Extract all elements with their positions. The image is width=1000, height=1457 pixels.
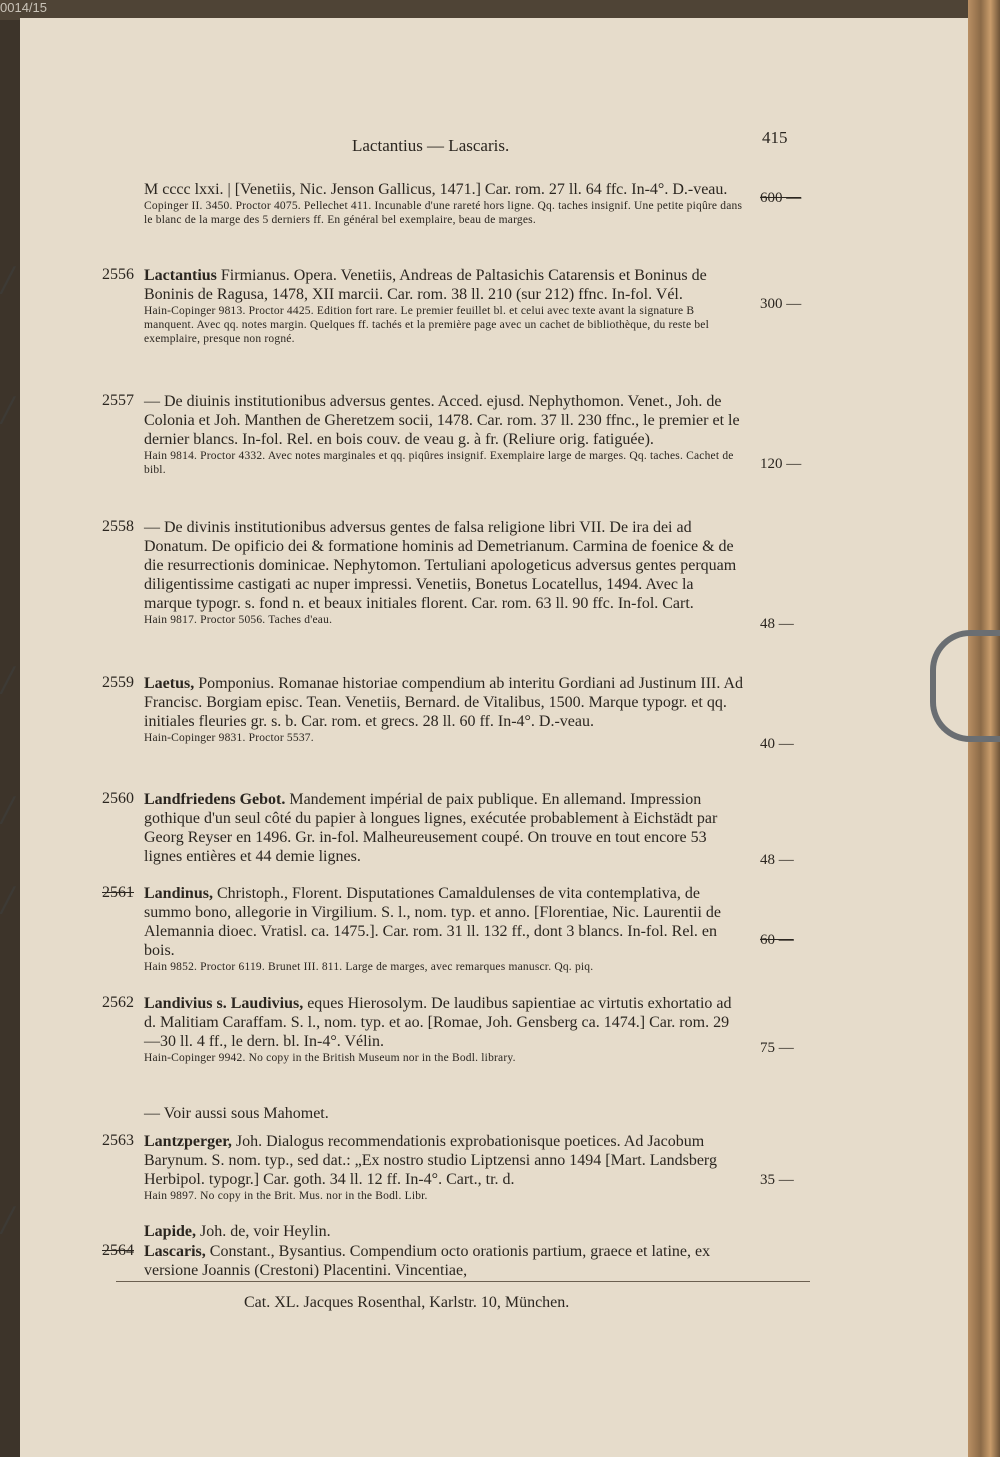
entry-price: 120 — <box>760 456 802 472</box>
entry-heading: Laetus, <box>144 675 195 692</box>
pencil-mark-icon: / <box>2 390 14 430</box>
page-number: 415 <box>762 128 788 147</box>
entry-heading: Landinus, <box>144 885 213 902</box>
catalog-entry <box>102 674 744 745</box>
entry-note: Hain-Copinger 9942. No copy in the British Museum nor in the Bodl. library. <box>144 1052 516 1064</box>
pencil-mark-icon: / <box>2 660 14 700</box>
entry-price: 60 — <box>760 932 794 948</box>
entry-text: — Voir aussi sous Mahomet. <box>144 1105 329 1122</box>
entry-number: 2563 <box>102 1132 134 1149</box>
pencil-mark-icon: / <box>2 790 14 830</box>
entry-text: Mandement impérial de paix publique. En allemand. Impression gothique d'un seul côté du papier à longues lignes, exécutée probablement à Eichstädt par Georg Reyser en 1496. Gr. in-fol. Malheureusement coupé. On trouve en tout encore 53 lignes entières et 44 demie lignes. <box>144 791 718 865</box>
entry-number: 2561 <box>102 884 134 901</box>
entry-heading: Lapide, <box>144 1223 197 1240</box>
entry-text: — De divinis institutionibus adversus gentes de falsa religione libri VII. De ira dei ad Donatum. De opificio dei & formatione hominis ad Demetrianum. Carmina de foenice & de die resurrectionis dominicae. Nephytomon. Tertuliani apologeticus adversus gentes perquam diligentissime castigati ac nuper impressi. Venetiis, Bonetus Locatellus, 1494. Avec la marque typogr. s. fond n. et beaux initiales florent. Car. rom. 63 ll. 90 ffc. In-fol. Cart. <box>144 519 737 612</box>
footer-text: Cat. XL. Jacques Rosenthal, Karlstr. 10, München. <box>244 1294 570 1311</box>
catalog-entry <box>102 266 744 346</box>
pencil-mark-icon: / <box>2 1200 14 1240</box>
entry-text: eques Hierosolym. De laudibus sapientiae ac virtutis exhortatio ad d. Malitiam Caraffam. S. l., nom. typ. et ao. [Romae, Joh. Gensberg ca. 1474.] Car. rom. 29—30 ll. 4 ff., le dern. bl. In-4°. Vélin. <box>144 995 732 1050</box>
pencil-mark-icon: / <box>2 260 14 300</box>
entry-number: 2558 <box>102 518 134 535</box>
entry-text: Pomponius. Romanae historiae compendium ab interitu Gordiani ad Justinum III. Ad Francisc. Borgiam episc. Tean. Venetiis, Bernard. de Vitalibus, 1500. Marque typogr. et qq. initiales fleuries gr. s. b. Car. rom. et grecs. 28 ll. 60 ff. In-4°. D.-veau. <box>144 675 744 730</box>
entry-text: Joh. de, voir Heylin. <box>196 1223 331 1240</box>
scan-code: 0014/15 <box>0 0 47 15</box>
entry-number: 2560 <box>102 790 134 807</box>
catalog-entry <box>144 180 744 227</box>
entry-number: 2556 <box>102 266 134 283</box>
entry-number: 2562 <box>102 994 134 1011</box>
entry-text: M cccc lxxi. | [Venetiis, Nic. Jenson Gallicus, 1471.] Car. rom. 27 ll. 64 ffc. In-4°. D.-veau. <box>144 181 728 198</box>
entry-price: 35 — <box>760 1172 794 1188</box>
entry-heading: Lantzperger, <box>144 1133 232 1150</box>
entry-price: 600 — <box>760 190 802 206</box>
catalog-entry <box>102 790 744 866</box>
entry-number: 2559 <box>102 674 134 691</box>
entry-price: 48 — <box>760 852 794 868</box>
entry-heading: Lactantius <box>144 267 217 284</box>
catalog-entry <box>144 1104 744 1123</box>
catalog-entry <box>102 518 744 627</box>
entry-text: Constant., Bysantius. Compendium octo orationis partium, graece et latine, ex versione Joannis (Crestoni) Placentini. Vincentiae, <box>144 1243 711 1279</box>
entry-note: Hain 9814. Proctor 4332. Avec notes marginales et qq. piqûres insignif. Exemplaire large de marges. Qq. taches. Cachet de bibl. <box>144 450 734 476</box>
catalog-entry <box>102 884 744 974</box>
entry-heading: Lascaris, <box>144 1243 206 1260</box>
running-header: Lactantius — Lascaris. <box>352 136 510 155</box>
entry-text: Joh. Dialogus recommendationis exprobationisque poetices. Ad Jacobum Barynum. S. nom. typ., sed dat.: „Ex nostro studio Liptzensi anno 1494 [Mart. Landsberg Herbipol. typogr.] Car. goth. 34 ll. 12 ff. In-4°. Cart., tr. d. <box>144 1133 717 1188</box>
catalog-entry <box>102 1242 744 1280</box>
entry-note: Hain 9852. Proctor 6119. Brunet III. 811. Large de marges, avec remarques manuscr. Qq. piq. <box>144 961 594 973</box>
entry-heading: Landivius s. Laudivius, <box>144 995 304 1012</box>
entry-price: 75 — <box>760 1040 794 1056</box>
catalog-entry <box>102 1132 744 1203</box>
entry-price: 40 — <box>760 736 794 752</box>
entry-price: 48 — <box>760 616 794 632</box>
pencil-mark-icon: / <box>2 880 14 920</box>
entry-note: Hain-Copinger 9831. Proctor 5537. <box>144 732 314 744</box>
footer-rule <box>116 1281 810 1282</box>
entry-text: — De diuinis institutionibus adversus gentes. Acced. ejusd. Nephythomon. Venet., Joh. de Colonia et Joh. Manthen de Gheretzem socii, 1478. Car. rom. 37 ll. 230 ffnc., le premier et le dernier blancs. In-fol. Rel. en bois couv. de veau g. à fr. (Reliure orig. fatiguée). <box>144 393 740 448</box>
entry-price: 300 — <box>760 296 802 312</box>
entry-text: Christoph., Florent. Disputationes Camaldulenses de vita contemplativa, de summo bono, allegorie in Virgilium. S. l., nom. typ. et anno. [Florentiae, Nic. Laurentii de Alemannia dioec. Vratisl. ca. 1475.]. Car. rom. 31 ll. 132 ff., dont 3 blancs. In-fol. Rel. en bois. <box>144 885 722 959</box>
paper-clip-icon <box>930 630 1000 742</box>
entry-note: Hain 9817. Proctor 5056. Taches d'eau. <box>144 614 333 626</box>
entry-number: 2557 <box>102 392 134 409</box>
entry-note: Hain 9897. No copy in the Brit. Mus. nor in the Bodl. Libr. <box>144 1190 428 1202</box>
catalog-entry <box>144 1222 744 1241</box>
catalog-entry <box>102 994 744 1065</box>
catalog-entry <box>102 392 744 477</box>
scan-top-edge <box>0 0 1000 20</box>
entry-text: Firmianus. Opera. Venetiis, Andreas de Paltasichis Catarensis et Boninus de Boninis de Ragusa, 1478, XII marcii. Car. rom. 38 ll. 210 (sur 212) ffnc. In-fol. Vél. <box>144 267 707 303</box>
entry-note: Hain-Copinger 9813. Proctor 4425. Edition fort rare. Le premier feuillet bl. et celui avec texte avant la signature B manquent. Avec qq. notes margin. Quelques ff. tachés et la première page avec un cachet de bibliothèque, du reste bel exemplaire, presque non rogné. <box>144 305 709 345</box>
entry-number: 2564 <box>102 1242 134 1259</box>
entry-note: Copinger II. 3450. Proctor 4075. Pellechet 411. Incunable d'une rareté hors ligne. Qq. taches insignif. Une petite piqûre dans le blanc de la marge des 5 derniers ff. En général bel exemplaire, beau de marges. <box>144 200 743 226</box>
entry-heading: Landfriedens Gebot. <box>144 791 286 808</box>
